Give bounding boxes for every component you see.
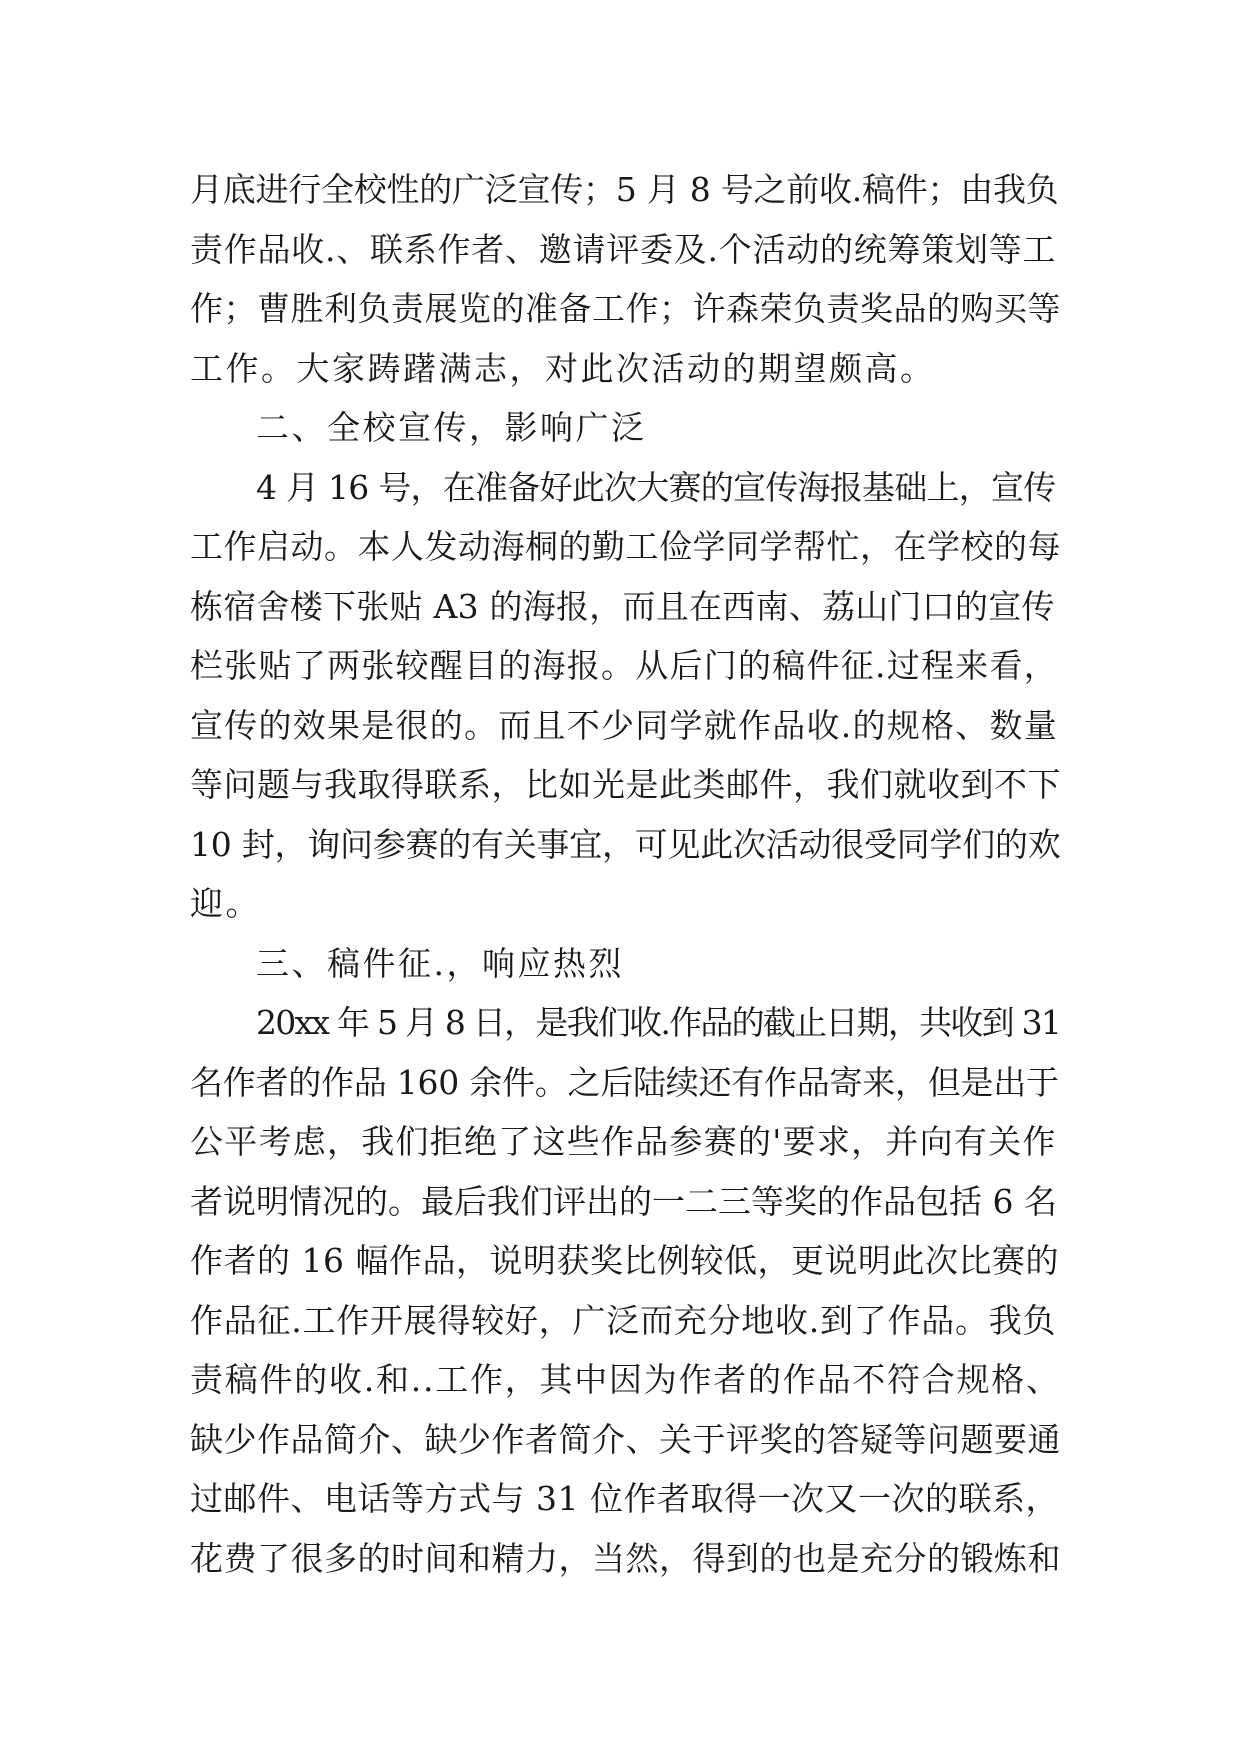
text-line: 公平考虑，我们拒绝了这些作品参赛的'要求，并向有关作 [190, 1122, 1057, 1161]
text-line: 工作。大家踌躇满志，对此次活动的期望颇高。 [190, 348, 936, 388]
text-line: 迎。 [190, 884, 261, 923]
text-line: 花费了很多的时间和精力，当然，得到的也是充分的锻炼和 [190, 1538, 1061, 1578]
text-line: 责作品收.、联系作者、邀请评委及.个活动的统筹策划等工 [190, 229, 1057, 269]
text-line: 10 封，询问参赛的有关事宜，可见此次活动很受同学们的欢 [190, 824, 1061, 864]
text-line: 等问题与我取得联系，比如光是此类邮件，我们就收到不下 [190, 765, 1061, 804]
text-line: 者说明情况的。最后我们评出的一二三等奖的作品包括 6 名 [190, 1181, 1057, 1221]
text-line: 宣传的效果是很的。而且不少同学就作品收.的规格、数量 [190, 705, 1058, 745]
text-line: 名作者的作品 160 余件。之后陆续还有作品寄来，但是出于 [190, 1062, 1059, 1102]
paragraph-start-line: 20xx 年 5 月 8 日，是我们收.作品的截止日期，共收到 31 [256, 1003, 1061, 1042]
section-heading: 二、全校宣传，影响广泛 [256, 408, 647, 447]
text-line: 栏张贴了两张较醒目的海报。从后门的稿件征.过程来看， [190, 646, 1058, 685]
text-line: 作品征.工作开展得较好，广泛而充分地收.到了作品。我负 [190, 1300, 1057, 1340]
text-line: 栋宿舍楼下张贴 A3 的海报，而且在西南、荔山门口的宣传 [190, 586, 1055, 626]
document-body [190, 160, 1060, 1588]
text-line: 作；曹胜利负责展览的准备工作；许森荣负责奖品的购买等 [190, 289, 1061, 328]
text-line: 责稿件的收.和..工作，其中因为作者的作品不符合规格、 [190, 1360, 1061, 1399]
paragraph-start-line: 4 月 16 号，在准备好此次大赛的宣传海报基础上，宣传 [256, 467, 1056, 507]
text-line: 作者的 16 幅作品，说明获奖比例较低，更说明此次比赛的 [190, 1241, 1059, 1280]
text-line: 工作启动。本人发动海桐的勤工俭学同学帮忙，在学校的每 [190, 527, 1061, 566]
section-heading: 三、稿件征.，响应热烈 [256, 943, 624, 983]
text-line: 缺少作品简介、缺少作者简介、关于评奖的答疑等问题要通 [190, 1419, 1061, 1459]
text-line: 月底进行全校性的广泛宣传；5 月 8 号之前收.稿件；由我负 [190, 170, 1059, 209]
text-line: 过邮件、电话等方式与 31 位作者取得一次又一次的联系， [190, 1479, 1059, 1518]
